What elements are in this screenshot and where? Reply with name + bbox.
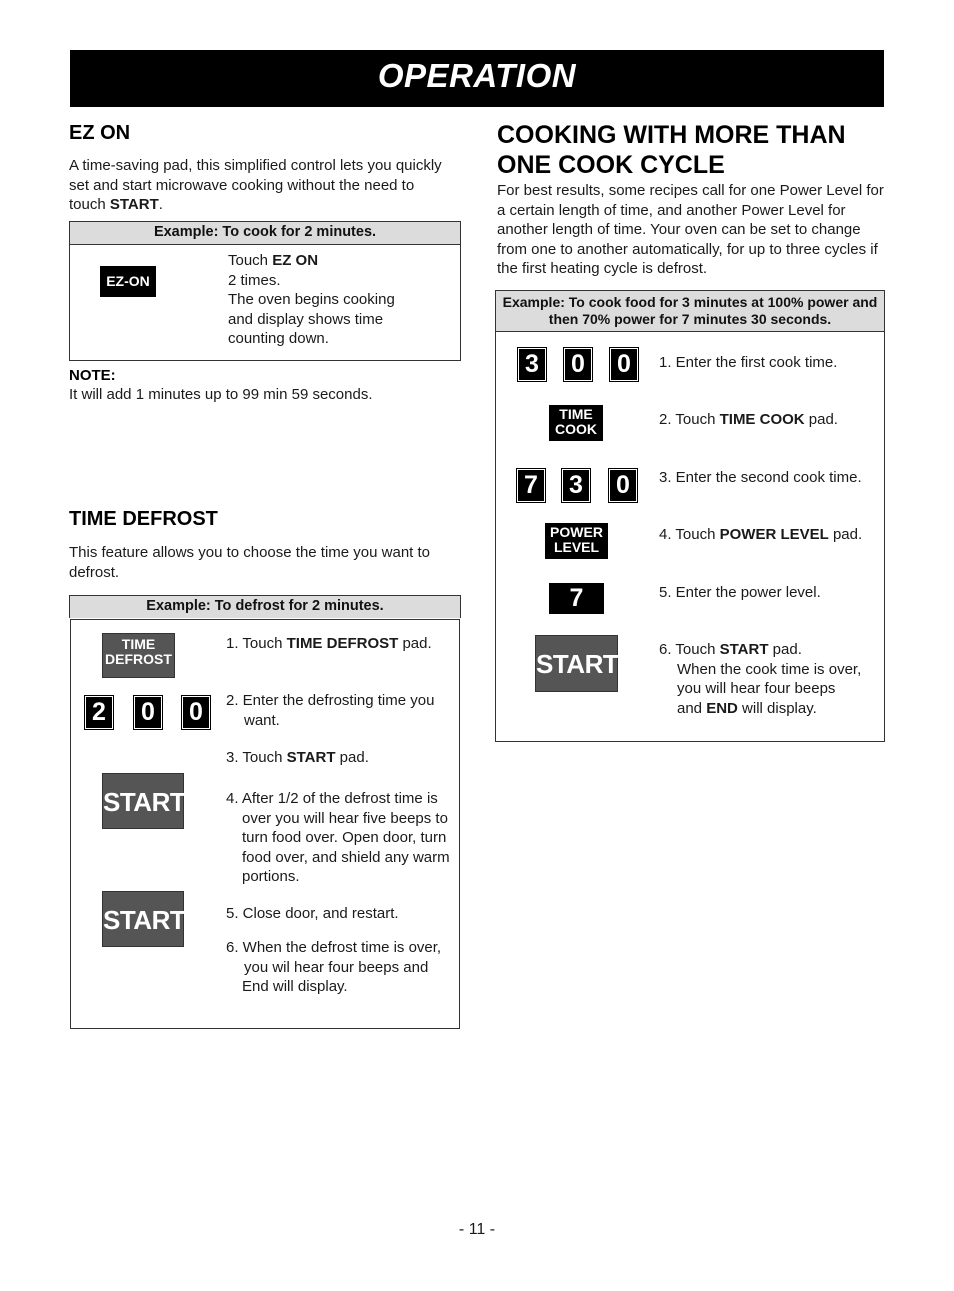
digit-key: 7: [549, 583, 604, 614]
time-defrost-pad: TIME DEFROST: [102, 633, 175, 678]
defrost-step-1: 1. Touch TIME DEFROST pad.: [226, 635, 432, 652]
defrost-steps-box: [70, 619, 460, 1029]
time-defrost-intro: This feature allows you to choose the time you want to defrost.: [69, 544, 431, 581]
note-label: NOTE:: [69, 367, 116, 384]
ez-on-example-box: [69, 221, 461, 361]
multi-cycle-example-box: [495, 290, 885, 742]
ez-on-intro: A time-saving pad, this simplified control lets you quickly set and start microwave cooking without the need to touch START.: [69, 157, 442, 213]
start-pad: START: [102, 891, 184, 947]
cycle-step-5: 5. Enter the power level.: [659, 584, 821, 601]
time-defrost-heading: TIME DEFROST: [69, 508, 218, 530]
defrost-step-3: 3. Touch START pad.: [226, 749, 369, 766]
ez-on-heading: EZ ON: [69, 122, 131, 144]
defrost-step-5: 5. Close door, and restart.: [226, 905, 399, 922]
cycle-step-1: 1. Enter the first cook time.: [659, 354, 838, 371]
cycle-step-3: 3. Enter the second cook time.: [659, 469, 862, 486]
multi-cycle-heading: COOKING WITH MORE THAN ONE COOK CYCLE: [497, 121, 846, 179]
digit-key: 0: [564, 348, 592, 381]
digit-key: 2: [85, 696, 113, 729]
defrost-example-header-box: [69, 595, 461, 618]
start-pad: START: [535, 635, 618, 692]
defrost-step-6: 6. When the defrost time is over, you wil hear four beeps and End will display.: [226, 939, 442, 995]
cycle-step-2: 2. Touch TIME COOK pad.: [659, 411, 838, 428]
defrost-step-2: 2. Enter the defrosting time you want.: [226, 692, 435, 729]
cycle-step-6: 6. Touch START pad. When the cook time is over, you will hear four beeps and END will display.: [659, 641, 862, 717]
digit-key: 0: [609, 469, 637, 502]
banner-title: OPERATION: [377, 57, 577, 94]
digit-key: 3: [518, 348, 546, 381]
ez-on-step: Touch EZ ON 2 times. The oven begins cooking and display shows time counting down.: [228, 252, 395, 347]
power-level-pad: POWER LEVEL: [545, 523, 608, 559]
page-banner: [70, 50, 884, 107]
multi-cycle-intro: For best results, some recipes call for one Power Level for a certain length of time, and another Power Level for another length of time. Your oven can be set to change from one to another automatically, for up to three cycles if the first heating cycle is defrost.: [497, 182, 884, 277]
digit-key: 0: [134, 696, 162, 729]
digit-key: 3: [562, 469, 590, 502]
ez-on-pad: EZ-ON: [100, 266, 156, 297]
time-cook-pad: TIME COOK: [549, 405, 603, 441]
multi-cycle-example-title: Example: To cook food for 3 minutes at 100% power and then 70% power for 7 minutes 30 seconds.: [496, 291, 884, 332]
start-pad: START: [102, 773, 184, 829]
digit-key: 0: [610, 348, 638, 381]
page-number: - 11 -: [458, 1221, 496, 1238]
ez-on-example-title: Example: To cook for 2 minutes.: [70, 222, 460, 245]
digit-key: 0: [182, 696, 210, 729]
defrost-example-title: Example: To defrost for 2 minutes.: [70, 596, 460, 618]
note-text: It will add 1 minutes up to 99 min 59 seconds.: [69, 386, 373, 403]
defrost-step-4: 4. After 1/2 of the defrost time is over you will hear five beeps to turn food over. Open door, turn food over, and shield any warm portions.: [226, 790, 450, 885]
digit-key: 7: [517, 469, 545, 502]
cycle-step-4: 4. Touch POWER LEVEL pad.: [659, 526, 863, 543]
